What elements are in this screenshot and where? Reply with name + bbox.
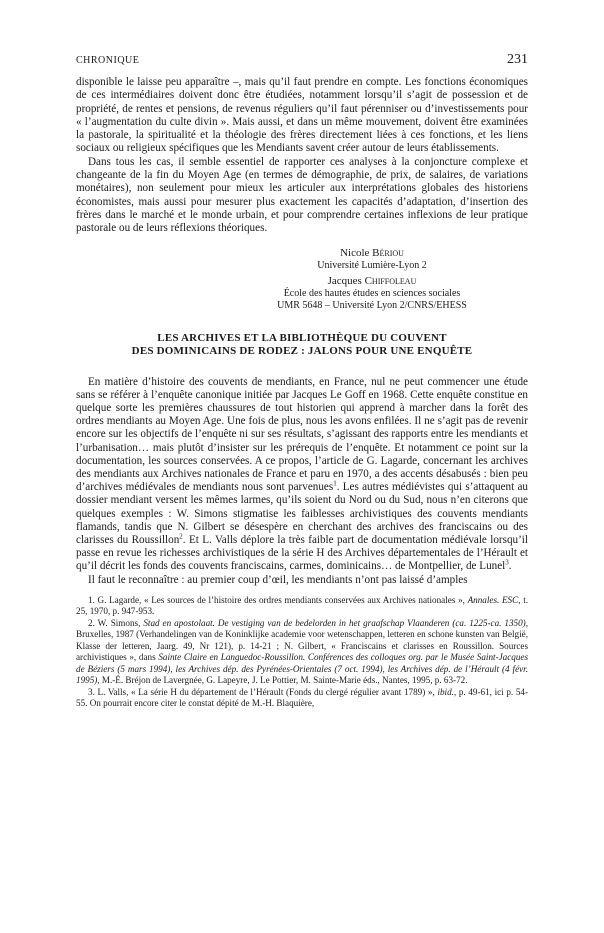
footnotes — [76, 595, 528, 710]
footnote: 2. W. Simons, Stad en apostolaat. De vestiging van de bedelorden in het graafschap Vlaanderen (ca. 1225-ca. 1350), Bruxelles, 1987 (Verhandelingen van de Koninklijke academie voor wetenschappen, letteren en schone kunsten van België, Klasse der letteren, Jaarg. 49, Nr 121), p. 14-21 ; N. Gilbert, « Franciscains et clarisses en Roussillon. Sources archivistiques », dans Sainte Claire en Languedoc-Roussillon. Conférences des colloques org. par le Musée Saint-Jacques de Béziers (5 mars 1994), les Archives dép. des Pyrénées-Orientales (7 oct. 1994), les Archives dép. de l’Hérault (4 févr. 1995), M.-É. Bréjon de Lavergnée, G. Lapeyre, J. Le Pottier, M. Sainte-Marie éds., Nantes, 1995, p. 63-72. — [76, 617, 528, 686]
footnote-ref[interactable]: 1 — [333, 479, 337, 488]
paragraph-conjoncture: Dans tous les cas, il semble essentiel de rapporter ces analyses à la conjoncture complexe et changeante de la fin du Moyen Age (en termes de démographie, de prix, de salaires, de variations monétaires), non seulement pour mieux les articuler aux interprétations globales des historiens économistes, mais aussi pour mesurer plus exactement les capacités d’adaptation, d’insertion des frères dans le marché et le monde urbain, et pour comprendre certaines inflexions de leur pratique pastorale ou de leurs réflexions théoriques. — [76, 155, 528, 235]
page — [76, 52, 528, 710]
author-institution: Université Lumière-Lyon 2 — [317, 259, 427, 271]
paragraph-reconnaitre: Il faut le reconnaître : au premier coup d’œil, les mendiants n’ont pas laissé d’amples — [88, 573, 468, 586]
author-name: Nicole Bériou — [340, 246, 404, 259]
footnote-ref[interactable]: 3 — [505, 558, 509, 567]
author-name: Jacques Chiffoleau — [327, 274, 417, 287]
author-institution-unit: UMR 5648 – Université Lyon 2/CNRS/EHESS — [277, 299, 467, 311]
page-number: 231 — [507, 52, 528, 67]
page-header — [76, 52, 528, 76]
article-body — [76, 376, 528, 587]
footnote: 1. G. Lagarde, « Les sources de l’histoire des ordres mendiants conservées aux Archives nationales », Annales. ESC, t. 25, 1970, p. 947-953. — [76, 594, 529, 617]
author-institution: École des hautes études en sciences sociales — [283, 287, 461, 299]
footnote-ref[interactable]: 2 — [179, 532, 183, 541]
footnote: 3. L. Valls, « La série H du département de l’Hérault (Fonds du clergé régulier avant 1789) », ibid., p. 49-61, ici p. 54-55. On pourrait encore citer le constat dépité de M.-H. Blaquière, — [76, 686, 529, 709]
running-title: CHRONIQUE — [76, 55, 140, 66]
section-title: LES ARCHIVES ET LA BIBLIOTHÈQUE DU COUVENT DES DOMINICAINS DE RODEZ : JALONS POUR UNE ENQUÊTE — [131, 331, 473, 357]
paragraph-continued: disponible le laisse peu apparaître –, mais qu’il faut prendre en compte. Les fonctions économiques de ces intermédiaires doivent donc être étudiées, notamment lorsqu’il s’agit de possession et de propriété, de rentes et pensions, de revenus réguliers qu’il faut pérenniser ou d’investissements pour « l’augmentation du culte divin ». Mais aussi, et dans un même mouvement, doivent être examinées la pastorale, la spiritualité et la théologie des frères directement liées à ces fonctions, et les liens sociaux ou religieux spécifiques que les Mendiants savent créer autour de leurs établissements. — [76, 76, 528, 155]
paragraph-intro: En matière d’histoire des couvents de mendiants, en France, nul ne peut commencer une étude sans se référer à l’enquête canonique initiée par Jacques Le Goff en 1968. Cette enquête constitue en quelque sorte les premières chaussures de tout historien qui apprend à marcher dans la forêt des ordres mendiants au Moyen Age. Une fois de plus, nous les avons enfilées. Il ne s’agit pas de revenir encore sur les objectifs de l’enquête ni sur ses résultats, s’agissant des rapports entre les mendiants et l’urbanisation… mais plutôt d’insister sur les prérequis de l’enquête. Et notamment ce point sur la documentation, les sources conservées. A ce propos, l’article de G. Lagarde, concernant les archives des mendiants aux Archives nationales de France et paru en 1970, a des accents désabusés : bien peu d’archives médiévales de mendiants nous sont parvenues$^1$. Les autres médiévistes qui s’attaquent au dossier mendiant versent les mêmes larmes, qu’ils soient du Nord ou du Sud, nous n’en citerons que quelques exemples : W. Simons stigmatise les faiblesses archivistiques des couvents mendiants flamands, tandis que N. Gilbert se désespère en cherchant des archives des franciscains ou des clarisses du Roussillon$^2$. Et L. Valls déplore la très faible part de documentation médiévale lorsqu’il passe en revue les richesses archivistiques de la série H des Archives départementales de l’Hérault et qu’il décrit les fonds des couvents franciscains, carmes, dominicains… de Montpellier, de Lunel$^3$. — [76, 375, 528, 573]
signature-block — [76, 246, 528, 312]
